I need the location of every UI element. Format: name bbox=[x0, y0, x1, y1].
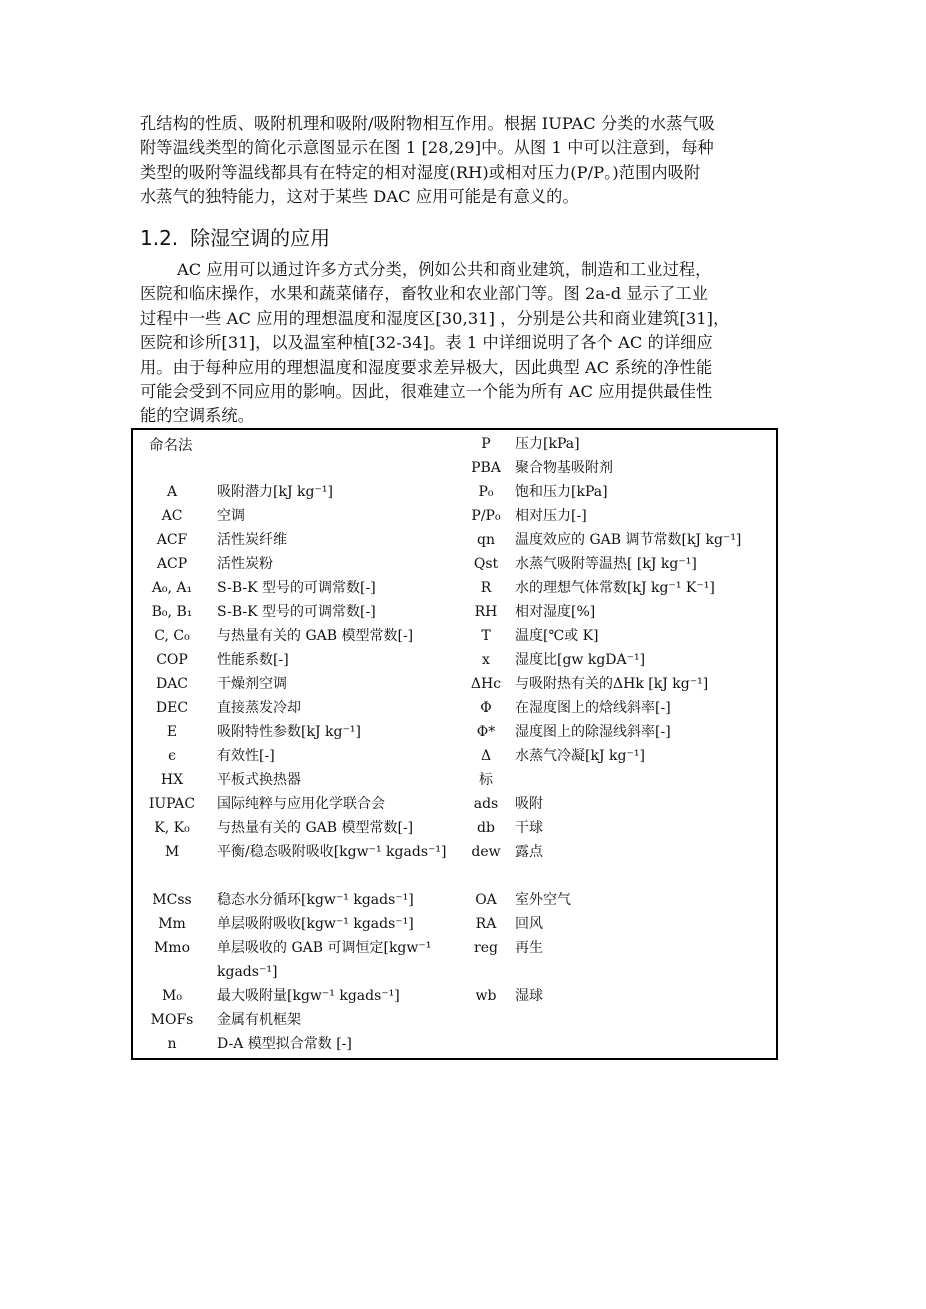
symbol: ads bbox=[473, 796, 499, 812]
symbol: MOFs bbox=[150, 1012, 194, 1028]
symbol: RA bbox=[475, 916, 497, 932]
symbol: HX bbox=[160, 772, 184, 788]
definition: 温度[℃或 K] bbox=[515, 628, 599, 644]
definition: 性能系数[-] bbox=[217, 652, 289, 668]
symbol: ACP bbox=[156, 556, 188, 572]
section-heading bbox=[140, 222, 330, 251]
symbol: DAC bbox=[155, 676, 189, 692]
definition: 再生 bbox=[515, 940, 543, 956]
symbol: Qst bbox=[473, 556, 499, 572]
symbol: 标 bbox=[479, 772, 493, 788]
symbol: Mmo bbox=[153, 940, 191, 956]
definition: 露点 bbox=[515, 844, 543, 860]
symbol: ΔHc bbox=[470, 676, 502, 692]
text-line: 类型的吸附等温线都具有在特定的相对湿度(RH)或相对压力(P/P。)范围内吸附 bbox=[140, 162, 701, 182]
definition: 回风 bbox=[515, 916, 543, 932]
definition: 吸附 bbox=[515, 796, 543, 812]
definition: 相对压力[-] bbox=[515, 508, 587, 524]
symbol: C, C₀ bbox=[154, 628, 190, 644]
definition: 与吸附热有关的ΔHk [kJ kg⁻¹] bbox=[515, 676, 709, 692]
definition: 直接蒸发冷却 bbox=[217, 700, 301, 716]
definition: 单层吸收的 GAB 可调恒定[kgw⁻¹ kgads⁻¹] bbox=[217, 940, 432, 980]
definition: 湿度比[gw kgDA⁻¹] bbox=[515, 652, 646, 668]
definition: 在湿度图上的焓线斜率[-] bbox=[515, 700, 671, 716]
definition: 干燥剂空调 bbox=[217, 676, 287, 692]
definition: 最大吸附量[kgw⁻¹ kgads⁻¹] bbox=[217, 988, 400, 1004]
symbol: M bbox=[164, 844, 180, 860]
definition: S-B-K 型号的可调常数[-] bbox=[217, 580, 376, 596]
symbol: OA bbox=[475, 892, 497, 908]
symbol: M₀ bbox=[162, 988, 182, 1004]
symbol: A₀, A₁ bbox=[151, 580, 193, 596]
definition: 平板式换热器 bbox=[217, 772, 301, 788]
symbol: E bbox=[166, 724, 178, 740]
text-line: 过程中一些 AC 应用的理想温度和湿度区[30,31] ，分别是公共和商业建筑[31]， bbox=[140, 308, 730, 328]
symbol: A bbox=[166, 484, 178, 500]
symbol: reg bbox=[474, 940, 498, 956]
symbol: B₀, B₁ bbox=[151, 604, 193, 620]
definition: S-B-K 型号的可调常数[-] bbox=[217, 604, 376, 620]
definition: 吸附潜力[kJ kg⁻¹] bbox=[217, 484, 333, 500]
symbol: COP bbox=[156, 652, 188, 668]
symbol: Φ bbox=[480, 700, 492, 716]
definition: 有效性[-] bbox=[217, 748, 275, 764]
symbol: n bbox=[167, 1036, 177, 1052]
definition: 金属有机框架 bbox=[217, 1012, 301, 1028]
symbol: IUPAC bbox=[148, 796, 196, 812]
symbol: dew bbox=[471, 844, 501, 860]
section-title: 除湿空调的应用 bbox=[190, 226, 331, 250]
definition: 国际纯粹与应用化学联合会 bbox=[217, 796, 385, 812]
symbol: K, K₀ bbox=[154, 820, 190, 836]
definition: 吸附特性参数[kJ kg⁻¹] bbox=[217, 724, 361, 740]
symbol: Mm bbox=[158, 916, 186, 932]
definition: 与热量有关的 GAB 模型常数[-] bbox=[217, 628, 414, 644]
definition: 水蒸气冷凝[kJ kg⁻¹] bbox=[515, 748, 645, 764]
definition: 室外空气 bbox=[515, 892, 571, 908]
symbol: x bbox=[482, 652, 490, 668]
definition: 饱和压力[kPa] bbox=[515, 484, 608, 500]
paragraph-intro bbox=[140, 112, 788, 210]
symbol: ACF bbox=[156, 532, 188, 548]
text-line: AC 应用可以通过许多方式分类，例如公共和商业建筑，制造和工业过程， bbox=[177, 260, 712, 279]
definition: D-A 模型拟合常数 [-] bbox=[217, 1036, 352, 1052]
symbol: T bbox=[481, 628, 491, 644]
definition: 干球 bbox=[515, 820, 543, 836]
definition: 压力[kPa] bbox=[515, 436, 580, 452]
symbol: DEC bbox=[155, 700, 189, 716]
text-line: 能的空调系统。 bbox=[140, 406, 255, 426]
definition: 与热量有关的 GAB 模型常数[-] bbox=[217, 820, 414, 836]
definition: 湿度图上的除湿线斜率[-] bbox=[515, 724, 671, 740]
symbol: P/P₀ bbox=[471, 508, 501, 524]
definition: 湿球 bbox=[515, 988, 543, 1004]
definition: 空调 bbox=[217, 508, 245, 524]
symbol: Φ* bbox=[476, 724, 496, 740]
definition: 单层吸附吸收[kgw⁻¹ kgads⁻¹] bbox=[217, 916, 414, 932]
definition: 稳态水分循环[kgw⁻¹ kgads⁻¹] bbox=[217, 892, 414, 908]
nomenclature-table bbox=[131, 428, 778, 1060]
definition: 相对湿度[%] bbox=[515, 604, 596, 620]
definition: 聚合物基吸附剂 bbox=[515, 460, 613, 476]
section-number: 1.2. bbox=[140, 226, 179, 250]
definition: 活性炭纤维 bbox=[217, 532, 287, 548]
nomenclature-title: 命名法 bbox=[149, 438, 193, 454]
symbol: wb bbox=[475, 988, 497, 1004]
paragraph-applications bbox=[140, 258, 788, 429]
symbol: R bbox=[480, 580, 492, 596]
symbol: P₀ bbox=[478, 484, 494, 500]
definition: 活性炭粉 bbox=[217, 556, 273, 572]
symbol: ϵ bbox=[168, 748, 176, 764]
definition: 水的理想气体常数[kJ kg⁻¹ K⁻¹] bbox=[515, 580, 715, 596]
symbol: qn bbox=[477, 532, 495, 548]
text-line: 附等温线类型的简化示意图显示在图 1 [28,29]中。从图 1 中可以注意到，每种 bbox=[140, 138, 714, 158]
symbol: PBA bbox=[471, 460, 501, 476]
text-line: 孔结构的性质、吸附机理和吸附/吸附物相互作用。根据 IUPAC 分类的水蒸气吸 bbox=[140, 114, 715, 133]
definition: 水蒸气吸附等温热[ [kJ kg⁻¹] bbox=[515, 556, 697, 572]
symbol: P bbox=[481, 436, 491, 452]
symbol: MCss bbox=[152, 892, 192, 908]
text-line: 可能会受到不同应用的影响。因此，很难建立一个能为所有 AC 应用提供最佳性 bbox=[140, 382, 713, 402]
symbol: RH bbox=[474, 604, 498, 620]
text-line: 水蒸气的独特能力，这对于某些 DAC 应用可能是有意义的。 bbox=[140, 187, 579, 207]
definition: 平衡/稳态吸附吸收[kgw⁻¹ kgads⁻¹] bbox=[217, 844, 447, 860]
symbol: db bbox=[477, 820, 495, 836]
definition: 温度效应的 GAB 调节常数[kJ kg⁻¹] bbox=[515, 532, 742, 548]
symbol: AC bbox=[161, 508, 183, 524]
text-line: 医院和临床操作，水果和蔬菜储存，畜牧业和农业部门等。图 2a-d 显示了工业 bbox=[140, 284, 708, 304]
symbol: Δ bbox=[480, 748, 492, 764]
text-line: 医院和诊所[31]，以及温室种植[32-34]。表 1 中详细说明了各个 AC 的详细应 bbox=[140, 333, 713, 353]
text-line: 用。由于每种应用的理想温度和湿度要求差异极大，因此典型 AC 系统的净性能 bbox=[140, 357, 713, 377]
